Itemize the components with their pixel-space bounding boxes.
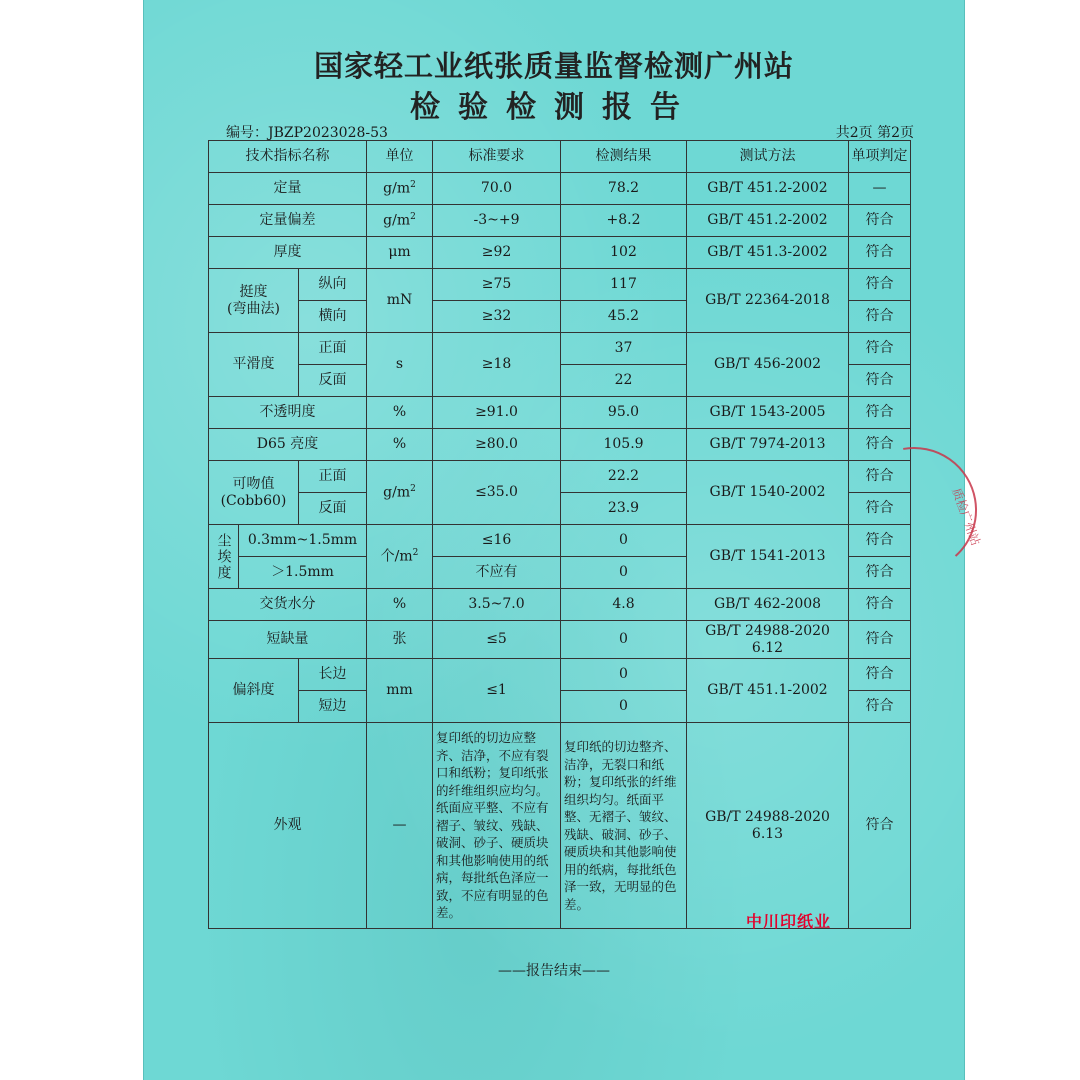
report-title: 国家轻工业纸张质量监督检测广州站: [313, 49, 794, 83]
col-header: 技术指标名称: [209, 141, 367, 173]
item-subname: 0.3mm~1.5mm: [239, 525, 367, 557]
item-unit: %: [367, 589, 433, 621]
item-name: 短缺量: [209, 621, 367, 659]
item-subname: ＞1.5mm: [239, 557, 367, 589]
item-name: 厚度: [209, 237, 367, 269]
item-verdict: 符合: [849, 557, 911, 589]
svg-text:质检广州站: 质检广州站: [949, 486, 983, 548]
item-name: 不透明度: [209, 397, 367, 429]
item-method: GB/T 22364-2018: [687, 269, 849, 333]
item-unit: mN: [367, 269, 433, 333]
item-requirement: ≥92: [433, 237, 561, 269]
item-method: GB/T 1540-2002: [687, 461, 849, 525]
table-row: [209, 397, 911, 429]
item-method: GB/T 24988-2020 6.13: [687, 723, 849, 929]
item-requirement: ≤1: [433, 659, 561, 723]
item-method: GB/T 24988-2020 6.12: [687, 621, 849, 659]
item-verdict: 符合: [849, 723, 911, 929]
item-unit: s: [367, 333, 433, 397]
item-result: 117: [561, 269, 687, 301]
item-result: 105.9: [561, 429, 687, 461]
item-name: 平滑度: [209, 333, 299, 397]
item-verdict: 符合: [849, 525, 911, 557]
report-paper: [143, 0, 983, 1080]
item-name: 偏斜度: [209, 659, 299, 723]
item-result: 95.0: [561, 397, 687, 429]
item-verdict: 符合: [849, 205, 911, 237]
item-result: 22.2: [561, 461, 687, 493]
item-verdict: 符合: [849, 429, 911, 461]
item-subname: 横向: [299, 301, 367, 333]
item-result: +8.2: [561, 205, 687, 237]
item-name: 挺度 (弯曲法): [209, 269, 299, 333]
col-header: 标准要求: [433, 141, 561, 173]
item-requirement: 3.5~7.0: [433, 589, 561, 621]
table-row: [209, 723, 911, 929]
item-requirement: ≥32: [433, 301, 561, 333]
item-method: GB/T 1543-2005: [687, 397, 849, 429]
item-unit: —: [367, 723, 433, 929]
item-verdict: 符合: [849, 301, 911, 333]
item-method: GB/T 1541-2013: [687, 525, 849, 589]
item-verdict: 符合: [849, 333, 911, 365]
table-row: [209, 173, 911, 205]
item-result: 0: [561, 659, 687, 691]
item-unit: mm: [367, 659, 433, 723]
item-requirement: 复印纸的切边应整齐、洁净，不应有裂口和纸粉；复印纸张的纤维组织应均匀。纸面应平整、不应有褶子、皱纹、残缺、破洞、砂子、硬质块和其他影响使用的纸病，每批纸色泽应一致，不应有明显的色差。: [433, 723, 561, 929]
item-unit: $g/m^2$: [367, 205, 433, 237]
item-subname: 短边: [299, 691, 367, 723]
item-subname: 正面: [299, 333, 367, 365]
report-subtitle: 检验检测报告: [410, 90, 698, 125]
table-row: [209, 429, 911, 461]
col-header: 单项判定: [849, 141, 911, 173]
col-header: 测试方法: [687, 141, 849, 173]
table-row: [209, 461, 911, 493]
item-verdict: 符合: [849, 589, 911, 621]
item-name: 外观: [209, 723, 367, 929]
item-result: 0: [561, 557, 687, 589]
item-name: 尘埃度: [209, 525, 239, 589]
item-subname: 正面: [299, 461, 367, 493]
item-verdict: 符合: [849, 659, 911, 691]
item-result: 102: [561, 237, 687, 269]
item-result: 复印纸的切边整齐、洁净，无裂口和纸粉；复印纸张的纤维组织均匀。纸面平整、无褶子、皱纹、残缺、破洞、砂子、硬质块和其他影响使用的纸病，每批纸色泽一致，无明显的色差。: [561, 723, 687, 929]
table-header-row: [209, 141, 911, 173]
item-requirement: ≥18: [433, 333, 561, 397]
item-result: 4.8: [561, 589, 687, 621]
item-unit: $g/m^2$: [367, 461, 433, 525]
col-header: 检测结果: [561, 141, 687, 173]
item-result: 22: [561, 365, 687, 397]
item-method: GB/T 451.2-2002: [687, 205, 849, 237]
watermark-text: 中川印纸业: [746, 912, 832, 931]
item-method: GB/T 451.1-2002: [687, 659, 849, 723]
table-row: [209, 589, 911, 621]
item-subname: 反面: [299, 493, 367, 525]
item-subname: 纵向: [299, 269, 367, 301]
item-subname: 长边: [299, 659, 367, 691]
item-unit: μm: [367, 237, 433, 269]
item-verdict: 符合: [849, 269, 911, 301]
item-verdict: 符合: [849, 365, 911, 397]
table-row: [209, 659, 911, 691]
table-row: [209, 205, 911, 237]
item-method: GB/T 456-2002: [687, 333, 849, 397]
item-unit: %: [367, 429, 433, 461]
table-row: [209, 621, 911, 659]
item-result: 0: [561, 525, 687, 557]
item-result: 78.2: [561, 173, 687, 205]
item-requirement: 不应有: [433, 557, 561, 589]
item-method: GB/T 7974-2013: [687, 429, 849, 461]
table-row: [209, 269, 911, 301]
report-number: 编号：JBZP2023028-53: [226, 125, 388, 141]
item-requirement: ≤35.0: [433, 461, 561, 525]
item-requirement: ≤16: [433, 525, 561, 557]
item-unit: 个$/m^2$: [367, 525, 433, 589]
item-method: GB/T 462-2008: [687, 589, 849, 621]
item-requirement: ≥80.0: [433, 429, 561, 461]
item-requirement: 70.0: [433, 173, 561, 205]
table-row: [209, 237, 911, 269]
item-name: 交货水分: [209, 589, 367, 621]
item-verdict: 符合: [849, 397, 911, 429]
item-name: 定量: [209, 173, 367, 205]
item-result: 0: [561, 691, 687, 723]
item-method: GB/T 451.2-2002: [687, 173, 849, 205]
item-requirement: -3~+9: [433, 205, 561, 237]
item-unit: $g/m^2$: [367, 173, 433, 205]
item-name: 可吻值 (Cobb60): [209, 461, 299, 525]
item-verdict: —: [849, 173, 911, 205]
results-table: [208, 140, 911, 929]
item-unit: 张: [367, 621, 433, 659]
item-name: 定量偏差: [209, 205, 367, 237]
item-requirement: ≥75: [433, 269, 561, 301]
item-verdict: 符合: [849, 621, 911, 659]
item-requirement: ≤5: [433, 621, 561, 659]
col-header: 单位: [367, 141, 433, 173]
report-end-note: ——报告结束——: [498, 963, 610, 979]
item-verdict: 符合: [849, 237, 911, 269]
item-result: 0: [561, 621, 687, 659]
item-verdict: 符合: [849, 461, 911, 493]
item-name: D65 亮度: [209, 429, 367, 461]
item-verdict: 符合: [849, 493, 911, 525]
item-subname: 反面: [299, 365, 367, 397]
item-verdict: 符合: [849, 691, 911, 723]
page-info: 共2页 第2页: [835, 125, 914, 141]
item-result: 37: [561, 333, 687, 365]
item-result: 23.9: [561, 493, 687, 525]
item-unit: %: [367, 397, 433, 429]
item-method: GB/T 451.3-2002: [687, 237, 849, 269]
item-result: 45.2: [561, 301, 687, 333]
table-row: [209, 525, 911, 557]
table-row: [209, 333, 911, 365]
official-seal-icon: [844, 440, 984, 580]
item-requirement: ≥91.0: [433, 397, 561, 429]
